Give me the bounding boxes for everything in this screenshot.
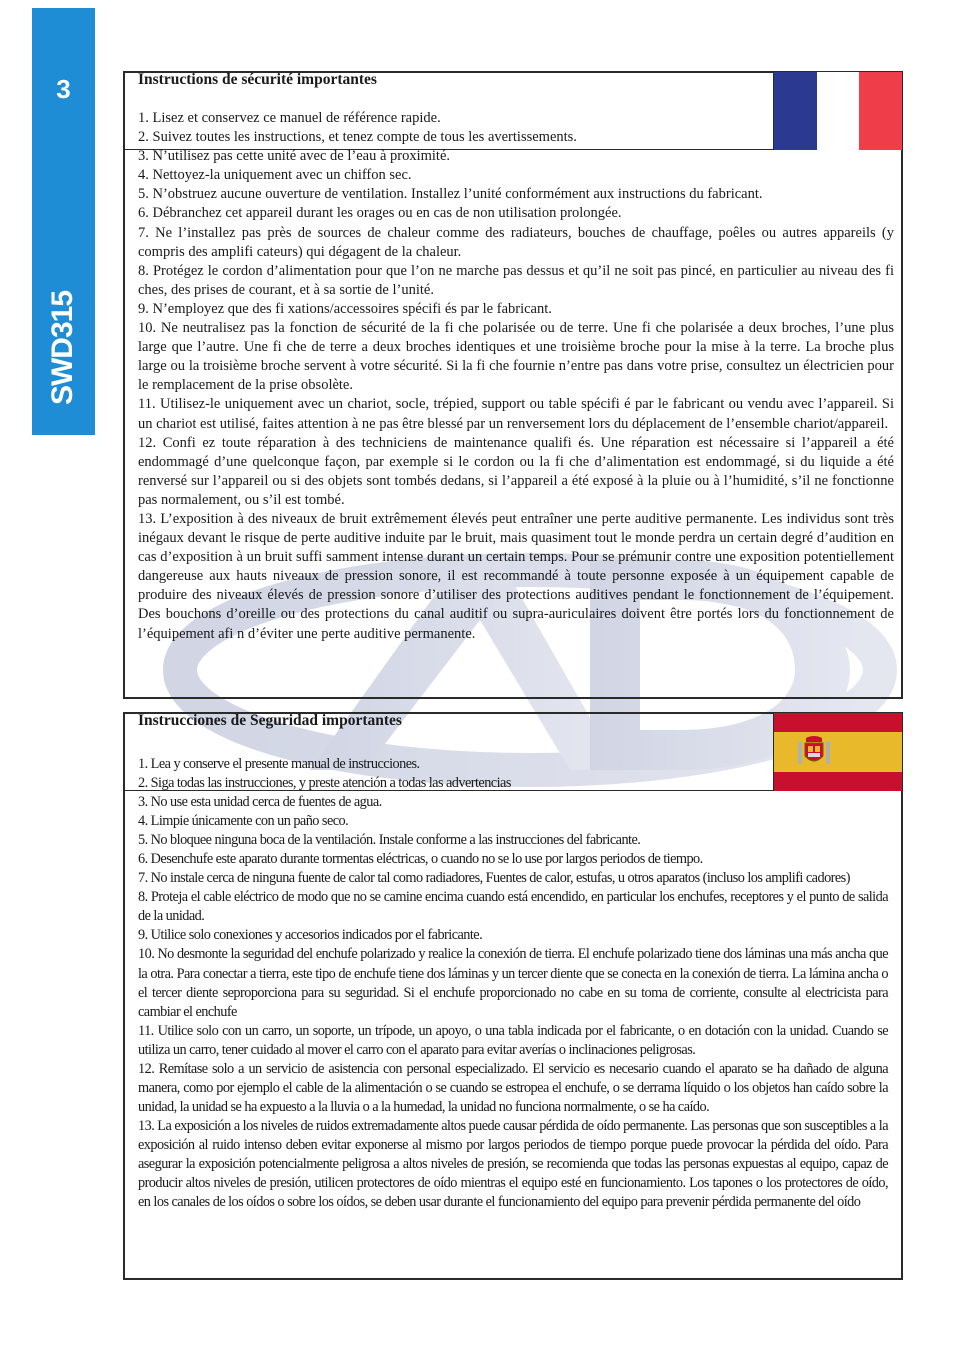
spanish-item: 7. No instale cerca de ninguna fuente de calor tal como radiadores, Fuentes de calor, estufas, u otros aparatos (incluso los amplifi cadores) — [138, 870, 850, 887]
french-item: 7. Ne l’installez pas près de sources de chaleur comme des radiateurs, bouches de chauffage, poêles ou autres appareils (y compris des amplifi cateurs) qui dégagent de la chaleur. — [138, 224, 894, 260]
french-safety-section — [123, 71, 903, 699]
french-item: 5. N’obstruez aucune ouverture de ventilation. Installez l’unité conformément aux instructions du fabricant. — [138, 186, 763, 203]
french-item: 12. Confi ez toute réparation à des techniciens de maintenance qualifi és. Une réparation est nécessaire si l’appareil a été endommagé d’une quelconque façon, par exemple si le cordon ou la fi che d’alimentation est endommagé, si du liquide a été renversé sur l’appareil ou si des objets sont tombés dedans, si l’appareil a été exposé à la pluie ou à l’humidité, s’il ne fonctionne pas normalement, ou s’il est tombé. — [138, 434, 894, 508]
french-title: Instructions de sécurité importantes — [138, 71, 377, 88]
spanish-item: 6. Desenchufe este aparato durante tormentas eléctricas, o cuando no se lo use por largos periodos de tiempo. — [138, 851, 703, 868]
spanish-item: 13. La exposición a los niveles de ruidos extremadamente altos puede causar pérdida de oído permanente. Las personas que son susceptibles a la exposición al ruido intenso deben evitar exponerse al mismo por largos periodos de tiempo porque puede provocar la pérdida del oído. Para asegurar la exposición potencialmente peligrosa a altos niveles de presión, se recomienda que todas las personas expuestas al equipo, capaz de producir altos niveles de presión, utilicen protectores de oído mientras el equipo esté en funcionamiento. Los tapones o los protectores de oído, en los canales de los oídos o sobre los oídos, se deben usar durante el funcionamiento del equipo para prevenir pérdida permanente del oído — [138, 1117, 888, 1211]
french-item: 8. Protégez le cordon d’alimentation pour que l’on ne marche pas dessus et qu’il ne soit pas pincé, en particulier au niveau des fi ches, des prises de courant, et à sa sortie de l’unité. — [138, 262, 894, 298]
french-item: 10. Ne neutralisez pas la fonction de sécurité de la fi che polarisée ou de terre. Une fi che polarisée a deux broches, l’une plus large que l’autre. Une fi che de terre a deux broches identiques et une troisième broche pour la mise à la terre. La broche plus large ou la troisième broche servent à votre sécurité. Si la fi che fournie n’entre pas dans votre prise, consultez un électricien pour le remplacement de la prise obsolète. — [138, 320, 894, 394]
spanish-item: 1. Lea y conserve el presente manual de instrucciones. — [138, 756, 420, 772]
french-item: 13. L’exposition à des niveaux de bruit extrêmement élevés peut entraîner une perte auditive permanente. Les individus sont très inégaux devant le risque de perte auditive induite par le bruit, mais quasiment tout le monde perdra un certain degré d’audition en cas d’exposition à un bruit suffi samment intense durant un certain temps. Pour se prémunir contre une exposition potentiellement dangereuse aux hauts niveaux de pression sonore, il est recommandé à toute personne exposée à un équipement capable de produire des niveaux élevés de pression sonore d’utiliser des protections auditives pendant le fonctionnement de l’équipement. Des bouchons d’oreille ou des protections du canal auditif ou supra-auriculaires doivent être portés lors du fonctionnement de l’équipement afi n d’éviter une perte auditive permanente. — [138, 510, 894, 642]
french-item: 2. Suivez toutes les instructions, et tenez compte de tous les avertissements. — [138, 129, 577, 146]
flag-red-band — [774, 713, 902, 732]
french-item: 6. Débranchez cet appareil durant les orages ou en cas de non utilisation prolongée. — [138, 205, 622, 222]
french-item: 9. N’employez que des fi xations/accessoires spécifi és par le fabricant. — [138, 300, 552, 317]
spanish-item: 2. Siga todas las instrucciones, y preste atención a todas las advertencias — [138, 775, 511, 792]
page-number: 3 — [56, 74, 71, 104]
spanish-title: Instrucciones de Seguridad importantes — [138, 712, 402, 729]
french-item: 4. Nettoyez-la uniquement avec un chiffon sec. — [138, 167, 412, 184]
spanish-instructions — [138, 755, 888, 1212]
spanish-item: 3. No use esta unidad cerca de fuentes de agua. — [138, 794, 382, 811]
french-item: 1. Lisez et conservez ce manuel de référence rapide. — [138, 110, 441, 126]
french-item: 3. N’utilisez pas cette unité avec de l’eau à proximité. — [138, 148, 451, 165]
sidebar-tab — [32, 8, 95, 435]
spanish-item: 5. No bloquee ninguna boca de la ventilación. Instale conforme a las instrucciones del fabricante. — [138, 832, 641, 849]
french-instructions — [138, 109, 894, 644]
spanish-safety-section — [123, 712, 903, 1280]
spanish-item: 4. Limpie únicamente con un paño seco. — [138, 813, 349, 830]
model-name: SWD315 — [46, 290, 79, 406]
spanish-item: 11. Utilice solo con un carro, un soporte, un trípode, un apoyo, o una tabla indicada por el fabricante, o en dotación con la unidad. Cuando se utiliza un carro, tener cuidado al mover el carro con el aparato para evitar averías o inclinaciones peligrosas. — [138, 1022, 888, 1058]
french-item: 11. Utilisez-le uniquement avec un chariot, socle, trépied, support ou table spécifi é par le fabricant ou vendu avec l’appareil. Si un chariot est utilisé, faites attention à ne pas être blessé par un renversement lors du déplacement de l’ensemble chariot/appareil. — [138, 396, 894, 432]
spanish-item: 10. No desmonte la seguridad del enchufe polarizado y realice la conexión de tierra. El enchufe polarizado tiene dos láminas una más ancha que la otra. Para conectar a tierra, este tipo de enchufe tiene dos láminas y un tercer diente que se conecta en la conexión de tierra. La lámina ancha o el tercer diente seproporciona para su seguridad. Si el enchufe proporcionado no cabe en su toma de corriente, consulte al electricista para cambiar el enchufe — [138, 946, 888, 1020]
spanish-item: 8. Proteja el cable eléctrico de modo que no se camine encima cuando está encendido, en particular los enchufes, receptores y el punto de salida de la unidad. — [138, 889, 888, 925]
spanish-item: 12. Remítase solo a un servicio de asistencia con personal especializado. El servicio es necesario cuando el aparato se ha dañado de alguna manera, como por ejemplo el cable de la alimentación o se cuando se estropea el enchufe, o se derrama líquido o los objetos han caído sobre la unidad, la unidad se ha expuesto a la lluvia o a la humedad, la unidad no funciona normalmente, o se ha caído. — [138, 1060, 888, 1115]
spanish-item: 9. Utilice solo conexiones y accesorios indicados por el fabricante. — [138, 927, 483, 944]
